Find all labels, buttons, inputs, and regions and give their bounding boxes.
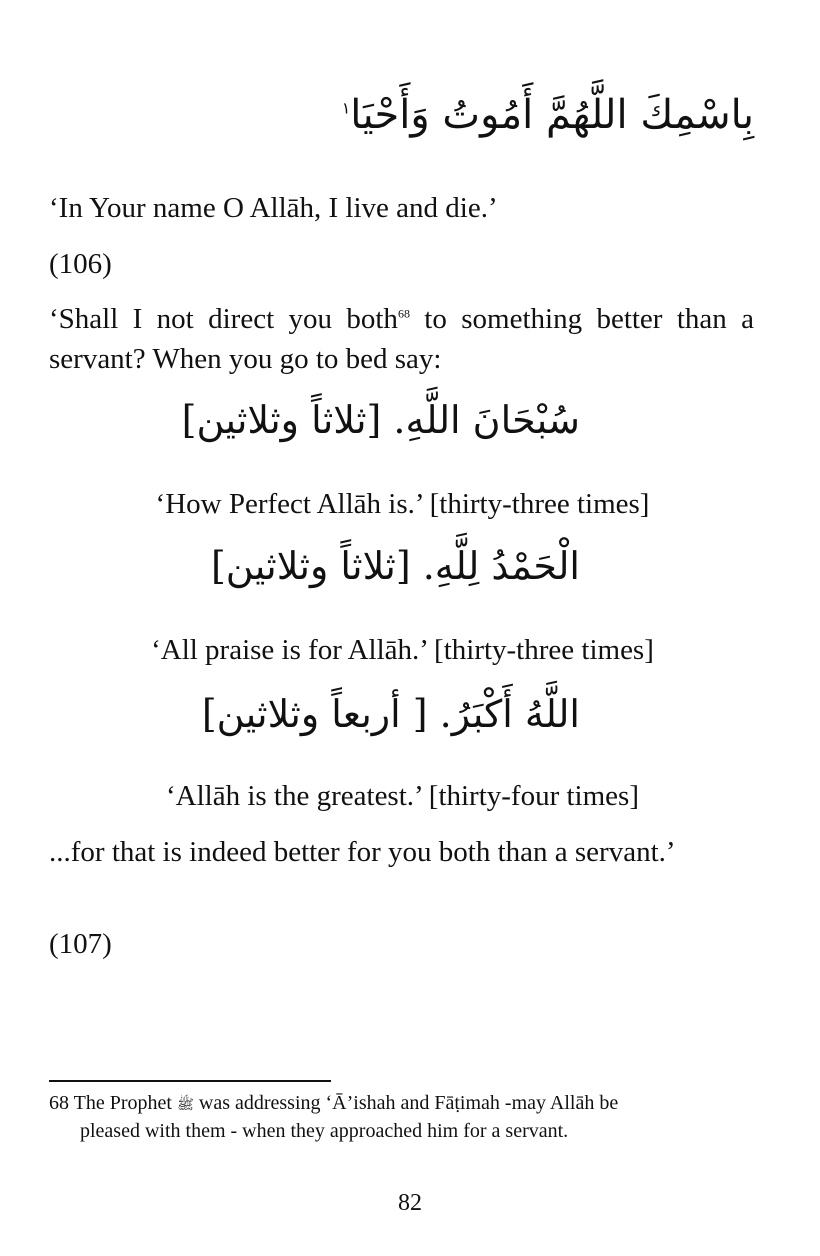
- footnote-marker-68: 68: [397, 306, 410, 321]
- hadith-paragraph: [49, 299, 754, 379]
- page-number: 82: [398, 1190, 422, 1216]
- footnote-line-2: pleased with them - when they approached him for a servant.: [80, 1120, 569, 1142]
- dhikr-arabic-subhanallah: سُبْحَانَ اللَّهِ. [ثلاثاً وثلاثين]: [181, 398, 580, 442]
- dhikr-arabic-alhamdulillah: الْحَمْدُ لِلَّهِ. [ثلاثاً وثلاثين]: [210, 544, 580, 588]
- footnote-separator: [49, 1080, 331, 1082]
- salutation-seal-icon: ﷺ: [176, 1097, 194, 1113]
- closing-paragraph: ...for that is indeed better for you both than a servant.’: [49, 836, 676, 868]
- paragraph-text-end: to something better than a servant? When you go to bed say:: [49, 303, 755, 375]
- dhikr-translation-alhamdulillah: ‘All praise is for Allāh.’ [thirty-three times]: [151, 634, 654, 666]
- arabic-footnote-marker: ١: [341, 98, 351, 118]
- translation-1: ‘In Your name O Allāh, I live and die.’: [49, 192, 498, 224]
- footnote-number: 68: [49, 1092, 69, 1114]
- footnote-text-after: was addressing ‘Ā’ishah and Fāṭimah -may Allāh be: [198, 1092, 619, 1114]
- arabic-text: بِاسْمِكَ اللَّهُمَّ أَمُوتُ وَأَحْيَا: [350, 92, 754, 138]
- footnote-line-1: [49, 1090, 754, 1118]
- dhikr-arabic-allahuakbar: اللَّهُ أَكْبَرُ. [ أربعاً وثلاثين]: [201, 692, 580, 736]
- hadith-reference-106: (106): [49, 248, 112, 280]
- dhikr-translation-subhanallah: ‘How Perfect Allāh is.’ [thirty-three times]: [155, 488, 650, 520]
- hadith-reference-107: (107): [49, 928, 112, 960]
- arabic-supplication-1: [342, 92, 754, 138]
- footnote-68: [49, 1090, 754, 1144]
- dhikr-translation-allahuakbar: ‘Allāh is the greatest.’ [thirty-four times]: [166, 780, 639, 812]
- footnote-text-before: The Prophet: [73, 1092, 172, 1114]
- paragraph-text-start: ‘Shall I not direct you both: [49, 303, 398, 335]
